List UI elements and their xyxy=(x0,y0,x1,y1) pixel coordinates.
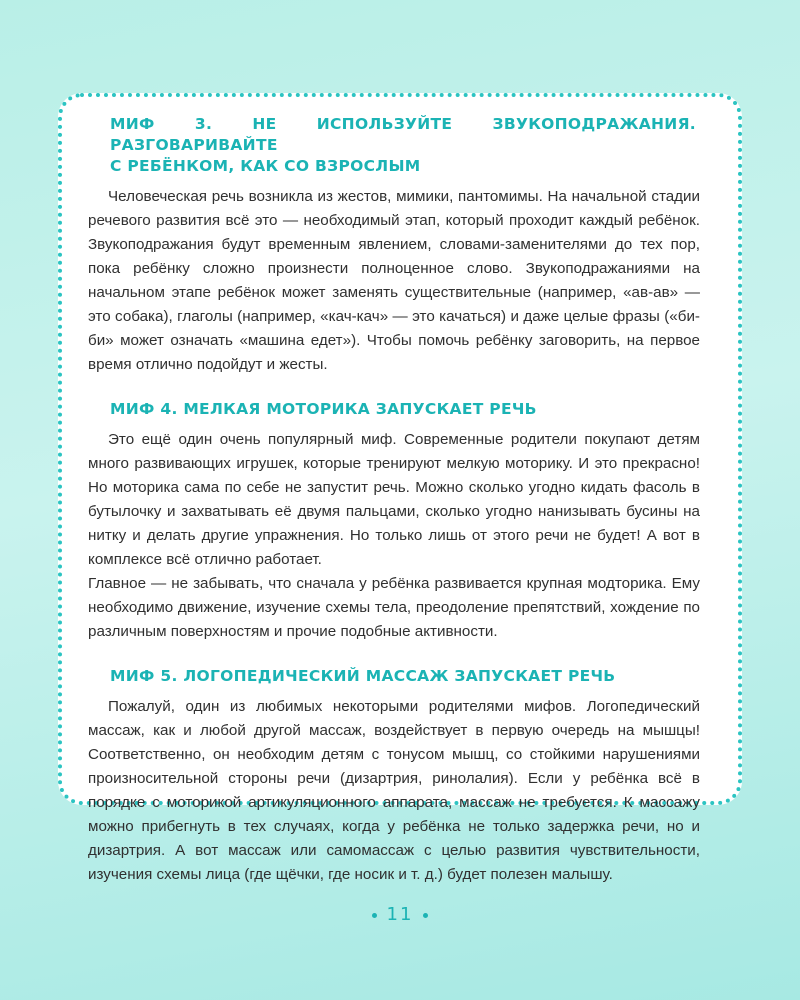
section-myth-5 xyxy=(88,666,700,887)
dot-icon xyxy=(372,913,377,918)
paragraph: Человеческая речь возникла из жестов, мимики, пантомимы. На начальной стадии речевого развития всё это — необходимый этап, который проходит каждый ребёнок. Звукоподражания будут временным явлением, словами-заменителями до тех пор, пока ребёнку сложно произнести полноценное слово. Звукоподражаниями на начальном этапе ребёнок может заменять существительные (например, «ав-ав» — это собака), глаголы (например, «кач-кач» — это качаться) и даже целые фразы («би-би» может означать «машина едет»). Чтобы помочь ребёнку заговорить, на первое время отлично подойдут и жесты. xyxy=(88,188,700,373)
section-heading xyxy=(88,114,700,177)
section-myth-4 xyxy=(88,399,700,644)
dot-icon xyxy=(423,913,428,918)
page-number-value: 11 xyxy=(386,904,414,925)
section-heading: МИФ 5. ЛОГОПЕДИЧЕСКИЙ МАССАЖ ЗАПУСКАЕТ РЕЧЬ xyxy=(110,667,616,685)
heading-line: МИФ 3. НЕ ИСПОЛЬЗУЙТЕ ЗВУКОПОДРАЖАНИЯ. РАЗГОВАРИВАЙТЕ xyxy=(110,115,696,154)
paragraph: Это ещё один очень популярный миф. Современные родители покупают детям много развивающих игрушек, которые тренируют мелкую моторику. И это прекрасно! Но моторика сама по себе не запустит речь. Можно сколько угодно кидать фасоль в бутылочку и захватывать её двумя пальцами, сколько угодно нанизывать бусины на нитку и делать другие упражнения. Но только лишь от этого речи не будет! А вот в комплексе всё отлично работает. xyxy=(88,431,700,568)
paragraph: Пожалуй, один из любимых некоторыми родителями мифов. Логопедический массаж, как и любой другой массаж, воздействует в первую очередь на мышцы! Соответственно, он необходим детям с тонусом мышц, со стойкими нарушениями произносительной стороны речи (дизартрия, ринолалия). Если у ребёнка всё в порядке с моторикой артикуляционного аппарата, массаж не требуется. К массажу можно прибегнуть в тех случаях, когда у ребёнка не только задержка речи, но и дизартрия. А вот массаж или самомассаж с целью развития чувствительности, изучения схемы лица (где щёчки, где носик и т. д.) будет полезен малышу. xyxy=(88,698,700,883)
page-content xyxy=(88,114,700,887)
section-myth-3 xyxy=(88,114,700,377)
page-number xyxy=(0,904,800,925)
heading-line: С РЕБЁНКОМ, КАК СО ВЗРОСЛЫМ xyxy=(110,157,421,175)
paragraph: Главное — не забывать, что сначала у ребёнка развивается крупная модторика. Ему необходимо движение, изучение схемы тела, преодоление препятствий, хождение по различным поверхностям и прочие подобные активности. xyxy=(88,575,700,640)
section-heading: МИФ 4. МЕЛКАЯ МОТОРИКА ЗАПУСКАЕТ РЕЧЬ xyxy=(110,400,537,418)
